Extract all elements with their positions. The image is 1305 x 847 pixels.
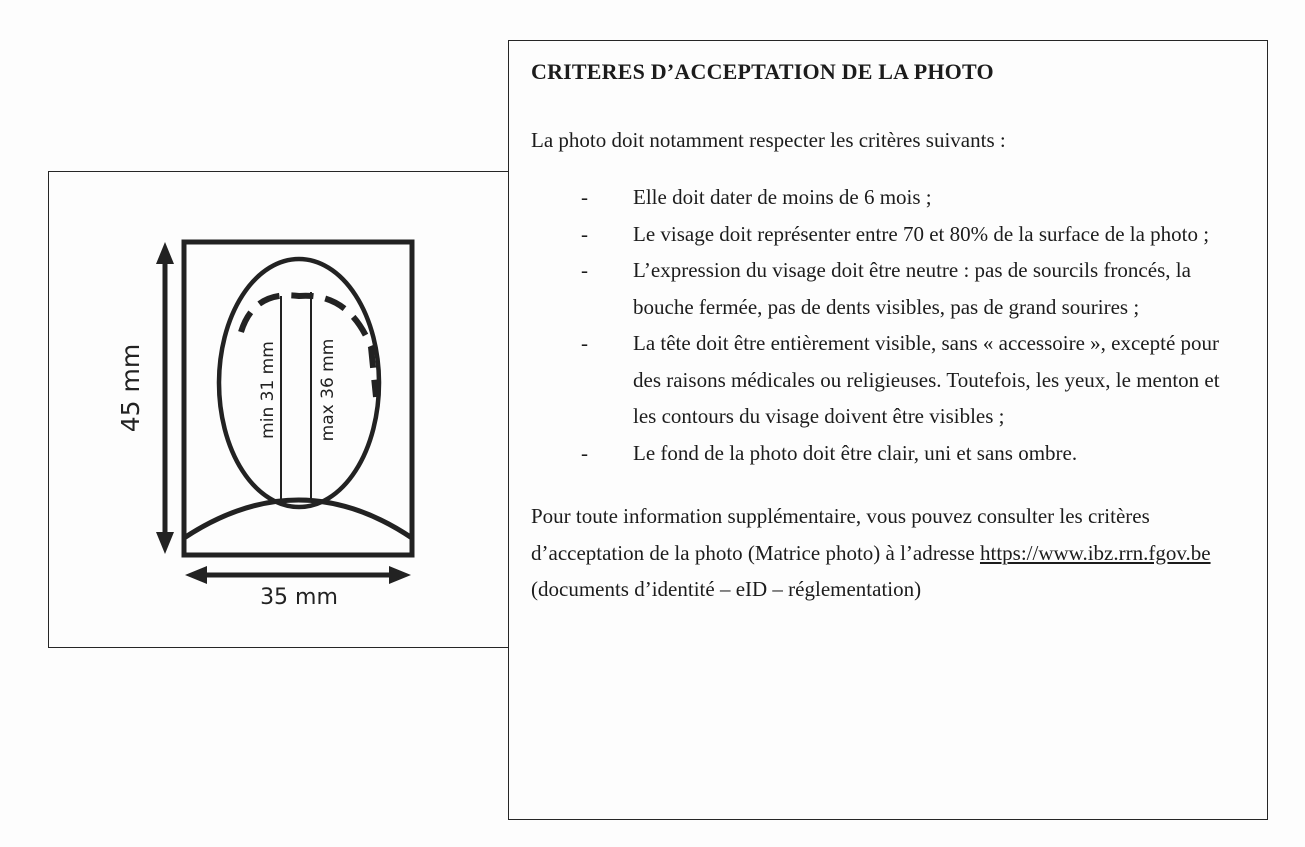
- criteria-title: CRITERES D’ACCEPTATION DE LA PHOTO: [531, 59, 994, 84]
- footer-text-before-link: Pour toute information supplémentaire, vous pouvez consulter les critères d’acceptation de la photo (Matrice photo) à l’adresse: [531, 504, 1150, 565]
- bullet-dash: -: [581, 185, 588, 209]
- width-arrow-left-head: [185, 566, 207, 584]
- bullet-dash: -: [581, 440, 588, 465]
- footer-text-after-link: (documents d’identité – eID – réglementation): [531, 577, 922, 601]
- photo-dimensions-figure: [49, 172, 511, 649]
- bullet-dash: -: [581, 221, 588, 246]
- max-label: max 36 mm: [318, 338, 338, 442]
- height-arrow-top-head: [156, 242, 174, 264]
- bullet-dash: -: [581, 258, 588, 282]
- criteria-item: [531, 435, 1237, 472]
- acceptance-criteria-box: [508, 40, 1268, 820]
- criteria-item: [531, 252, 1237, 325]
- ibz-website-link[interactable]: https://www.ibz.rrn.fgov.be: [979, 540, 1211, 565]
- criteria-item-text: Elle doit dater de moins de 6 mois ;: [633, 185, 932, 209]
- criteria-footer: [531, 498, 1237, 608]
- criteria-item: [531, 179, 1237, 216]
- height-label: 45 mm: [116, 343, 145, 433]
- criteria-item-text: Le fond de la photo doit être clair, uni et sans ombre.: [633, 440, 1078, 465]
- width-label: 35 mm: [260, 585, 338, 610]
- criteria-item-text: Le visage doit représenter entre 70 et 80% de la surface de la photo ;: [633, 221, 1210, 246]
- height-arrow-bottom-head: [156, 532, 174, 554]
- bullet-dash: -: [581, 331, 588, 355]
- photo-dimensions-diagram: [48, 171, 510, 648]
- criteria-item: [531, 216, 1237, 253]
- criteria-item: [531, 325, 1237, 435]
- width-arrow-right-head: [389, 566, 411, 584]
- criteria-intro: La photo doit notamment respecter les critères suivants :: [531, 128, 1006, 152]
- criteria-item-text: L’expression du visage doit être neutre : pas de sourcils froncés, la bouche fermée, pas de dents visibles, pas de grand sourires ;: [633, 258, 1191, 319]
- criteria-list: [531, 179, 1237, 471]
- min-label: min 31 mm: [258, 341, 278, 439]
- criteria-item-text: La tête doit être entièrement visible, sans « accessoire », excepté pour des raisons médicales ou religieuses. Toutefois, les yeux, le menton et les contours du visage doivent être visibles ;: [633, 331, 1220, 428]
